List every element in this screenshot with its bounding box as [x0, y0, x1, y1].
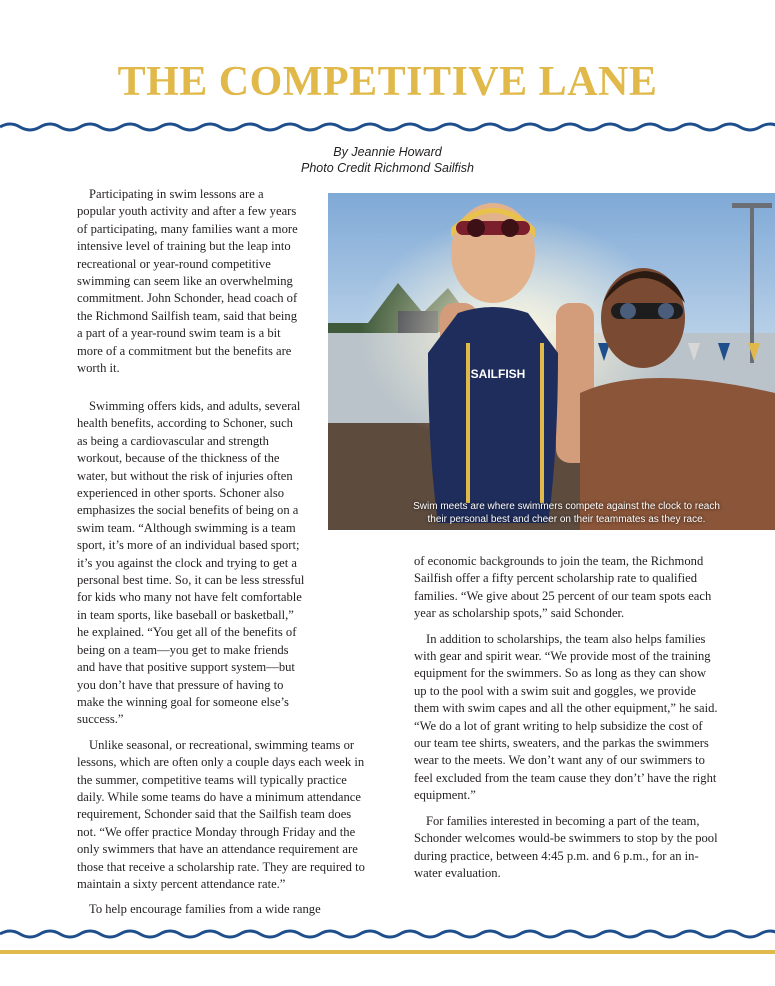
- headline: THE COMPETITIVE LANE: [117, 59, 658, 105]
- author-credit: By Jeannie Howard: [333, 145, 442, 159]
- article-photo: [328, 193, 775, 530]
- paragraph: To help encourage families from a wide range: [89, 902, 321, 917]
- paragraph: of economic backgrounds to join the team, the Richmond Sailfish offer a fifty percent scholarship rate to qualified families. “We give about 25 percent of our team spots each year as scholarship spots,” said Schonder.: [414, 554, 712, 621]
- swimmers-photo-illustration: [328, 193, 775, 530]
- caption-line-2: their personal best and cheer on their teammates as they race.: [427, 514, 706, 525]
- left-column-upper: [77, 186, 305, 385]
- photo-credit: Photo Credit Richmond Sailfish: [301, 161, 474, 175]
- right-column: [414, 553, 721, 890]
- paragraph: Unlike seasonal, or recreational, swimming teams or lessons, which are often only a couple days each week in the summer, competitive teams will typically practice daily. While some teams do have a minimum attendance requirement, Schonder said that the Sailfish team does not. “We offer practice Monday through Friday and the only swimmers that have an attendance requirement are those that receive a scholarship rate. They are required to maintain a sixty percent attendance rate.”: [77, 737, 365, 891]
- swimsuit-text: SAILFISH: [470, 367, 526, 381]
- paragraph: Participating in swim lessons are a popular youth activity and after a few years of participating, many families want a more intensive level of training but the leap into recreational or year-round competitive swimming can seem like an overwhelming commitment. John Schonder, head coach of the Richmond Sailfish team, said that being a part of a year-round swim team is a bit more of a commitment but the benefits are worth it.: [77, 187, 298, 376]
- gold-rule-divider: [0, 950, 775, 954]
- paragraph: For families interested in becoming a part of the team, Schonder welcomes would-be swimmers to stop by the pool during practice, between 4:45 p.m. and 6 p.m., for an in-water evaluation.: [414, 813, 718, 880]
- paragraph: Swimming offers kids, and adults, several health benefits, according to Schoner, such as being a cardiovascular and strength workout, because of the thickness of the water, but without the risk of injuries often experienced in other sports. Schoner also emphasizes the social benefits of being on a swim team. “Although swimming is a team sport, it’s more of an individual based sport; it’s you against the clock and trying to get a personal best time. So, it can be less stressful for kids who many not have felt comfortable in team sports, like baseball or basketball,” he explained. “You get all of the benefits of being on a team—you get to make friends and have that positive support system—but you don’t have that pressure of having to make the winning goal for someone else’s success.”: [77, 399, 305, 727]
- photo-caption: [328, 500, 775, 526]
- byline: [0, 144, 775, 176]
- paragraph: In addition to scholarships, the team also helps families with gear and spirit wear. “We provide most of the training equipment for the swimmers. So as long as they can show up to the pool with a swim suit and goggles, we provide them with swim capes and all the other equipment,” he said. “We do a lot of grant writing to help subsidize the cost of our team tee shirts, sweaters, and the parkas the swimmers wear to the meets. We don’t want any of our swimmers to feel excluded from the team cause they don’t’ have the right equipment.”: [414, 631, 718, 803]
- top-wave-divider: [0, 121, 775, 133]
- left-column-lower: [77, 398, 367, 927]
- bottom-wave-divider: [0, 928, 775, 940]
- caption-line-1: Swim meets are where swimmers compete against the clock to reach: [413, 501, 720, 512]
